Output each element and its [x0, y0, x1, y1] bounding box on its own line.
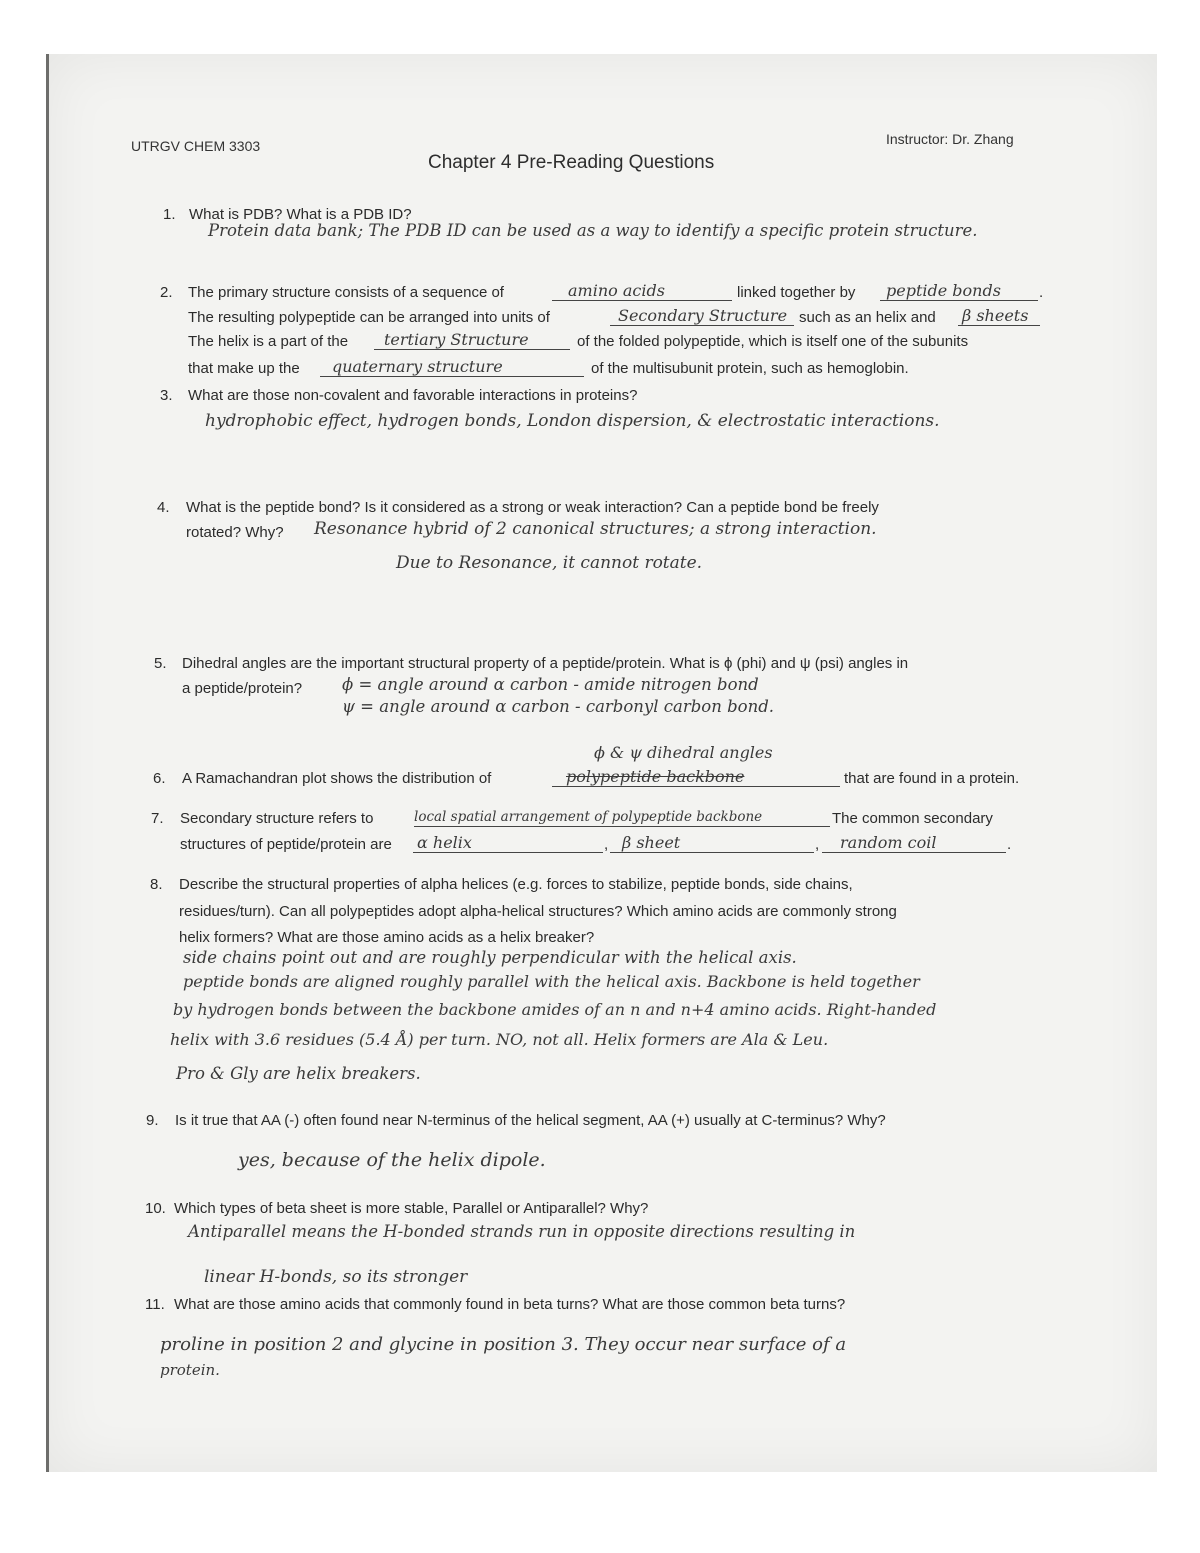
- q6-line-end: that are found in a protein.: [844, 770, 1020, 787]
- q8-answer-line3: by hydrogen bonds between the backbone amides of an n and n+4 amino acids. Right-handed: [173, 1000, 937, 1019]
- q10-question: Which types of beta sheet is more stable, Parallel or Antiparallel? Why?: [174, 1200, 649, 1217]
- q8-answer-line4: helix with 3.6 residues (5.4 Å) per turn. NO, not all. Helix formers are Ala & Leu.: [170, 1030, 829, 1049]
- q2-blank-2-answer: peptide bonds: [886, 281, 1001, 300]
- q7-blank-3[interactable]: [610, 834, 814, 853]
- q6-answer-correction: ϕ & ψ dihedral angles: [594, 743, 773, 762]
- q5-answer-psi: ψ = angle around α carbon - carbonyl carbon bond.: [342, 697, 775, 716]
- q7-line1-end: The common secondary: [832, 810, 993, 827]
- q8-question-line1: Describe the structural properties of alpha helices (e.g. forces to stabilize, peptide bonds, side chains,: [179, 876, 853, 893]
- q11-answer-line1: proline in position 2 and glycine in position 3. They occur near surface of a: [160, 1334, 847, 1355]
- worksheet-page: [46, 54, 1157, 1472]
- q5-answer-phi: ϕ = angle around α carbon - amide nitrogen bond: [342, 675, 759, 694]
- q7-blank-1-answer: local spatial arrangement of polypeptide backbone: [414, 809, 763, 825]
- q2-number: 2.: [160, 284, 173, 301]
- q2-line2-start: The resulting polypeptide can be arranged into units of: [188, 309, 550, 326]
- q11-question: What are those amino acids that commonly found in beta turns? What are those common beta turns?: [174, 1296, 846, 1313]
- q8-answer-line2: peptide bonds are aligned roughly parallel with the helical axis. Backbone is held together: [183, 972, 920, 991]
- q7-line2-start: structures of peptide/protein are: [180, 836, 392, 853]
- q4-question-line2: rotated? Why?: [186, 524, 284, 541]
- q11-number: 11.: [145, 1296, 165, 1313]
- q6-blank[interactable]: [552, 768, 840, 787]
- q8-question-line3: helix formers? What are those amino acids as a helix breaker?: [179, 929, 595, 946]
- q4-answer-line1: Resonance hybrid of 2 canonical structures; a strong interaction.: [314, 519, 877, 539]
- q2-blank-6-answer: quaternary structure: [332, 357, 503, 376]
- q7-blank-2-answer: α helix: [417, 833, 472, 852]
- q8-question-line2: residues/turn). Can all polypeptides adopt alpha-helical structures? Which amino acids are commonly strong: [179, 903, 897, 920]
- q2-blank-3-answer: Secondary Structure: [618, 306, 788, 325]
- q7-comma-2: ,: [815, 836, 820, 853]
- q7-blank-4-answer: random coil: [840, 833, 937, 852]
- q6-number: 6.: [153, 770, 166, 787]
- q2-blank-6[interactable]: [320, 358, 584, 377]
- q6-line-start: A Ramachandran plot shows the distribution of: [182, 770, 492, 787]
- q11-answer-line2: protein.: [160, 1361, 220, 1379]
- q1-answer: Protein data bank; The PDB ID can be used as a way to identify a specific protein structure.: [208, 221, 978, 240]
- q4-question-line1: What is the peptide bond? Is it considered as a strong or weak interaction? Can a peptide bond be freely: [186, 499, 879, 516]
- q9-number: 9.: [146, 1112, 159, 1129]
- q1-number: 1.: [163, 206, 176, 223]
- q10-answer-line2: linear H-bonds, so its stronger: [204, 1267, 468, 1287]
- q7-blank-3-answer: β sheet: [622, 833, 681, 852]
- q7-number: 7.: [151, 810, 164, 827]
- q2-line4-start: that make up the: [188, 360, 300, 377]
- q2-line4-end: of the multisubunit protein, such as hemoglobin.: [591, 360, 909, 377]
- q4-number: 4.: [157, 499, 170, 516]
- q1-question: What is PDB? What is a PDB ID?: [189, 206, 412, 223]
- q7-period: .: [1007, 836, 1012, 853]
- q6-struck-answer: polypeptide backbone: [566, 767, 745, 786]
- q2-blank-1-answer: amino acids: [568, 281, 665, 300]
- q2-blank-1[interactable]: [552, 282, 732, 301]
- q2-line2-mid: such as an helix and: [799, 309, 936, 326]
- q3-number: 3.: [160, 387, 173, 404]
- q7-line1-start: Secondary structure refers to: [180, 810, 374, 827]
- q10-answer-line1: Antiparallel means the H-bonded strands run in opposite directions resulting in: [188, 1222, 856, 1241]
- q5-question-line2: a peptide/protein?: [182, 680, 303, 697]
- q10-number: 10.: [145, 1200, 166, 1217]
- q2-line3-start: The helix is a part of the: [188, 333, 349, 350]
- q5-question-line1: Dihedral angles are the important structural property of a peptide/protein. What is ϕ (phi) and ψ (psi) angles in: [182, 655, 909, 672]
- q9-answer: yes, because of the helix dipole.: [238, 1149, 546, 1171]
- page-title: Chapter 4 Pre-Reading Questions: [428, 152, 715, 173]
- q8-answer-line5: Pro & Gly are helix breakers.: [176, 1064, 421, 1083]
- q9-question: Is it true that AA (-) often found near N-terminus of the helical segment, AA (+) usually at C-terminus? Why?: [175, 1112, 886, 1129]
- q4-answer-line2: Due to Resonance, it cannot rotate.: [396, 553, 703, 573]
- q7-blank-4[interactable]: [822, 834, 1006, 853]
- q2-line1-end: .: [1039, 284, 1044, 301]
- q8-answer-line1: side chains point out and are roughly perpendicular with the helical axis.: [183, 948, 797, 967]
- q8-number: 8.: [150, 876, 163, 893]
- q7-blank-1[interactable]: [414, 808, 830, 827]
- q7-blank-2[interactable]: [413, 834, 603, 853]
- course-label: UTRGV CHEM 3303: [131, 138, 261, 154]
- q3-answer: hydrophobic effect, hydrogen bonds, London dispersion, & electrostatic interactions.: [205, 411, 940, 431]
- q2-blank-4-answer: β sheets: [962, 306, 1029, 325]
- q2-blank-2[interactable]: [880, 282, 1038, 301]
- q2-blank-5[interactable]: [374, 331, 570, 350]
- q2-blank-5-answer: tertiary Structure: [384, 330, 529, 349]
- q2-line1-start: The primary structure consists of a sequence of: [188, 284, 504, 301]
- q7-comma-1: ,: [604, 836, 609, 853]
- q5-number: 5.: [154, 655, 167, 672]
- q2-line1-mid: linked together by: [737, 284, 856, 301]
- instructor-label: Instructor: Dr. Zhang: [886, 131, 1014, 147]
- q2-blank-4[interactable]: [958, 307, 1040, 326]
- q2-line3-end: of the folded polypeptide, which is itself one of the subunits: [577, 333, 969, 350]
- q3-question: What are those non-covalent and favorable interactions in proteins?: [188, 387, 638, 404]
- q2-blank-3[interactable]: [610, 307, 794, 326]
